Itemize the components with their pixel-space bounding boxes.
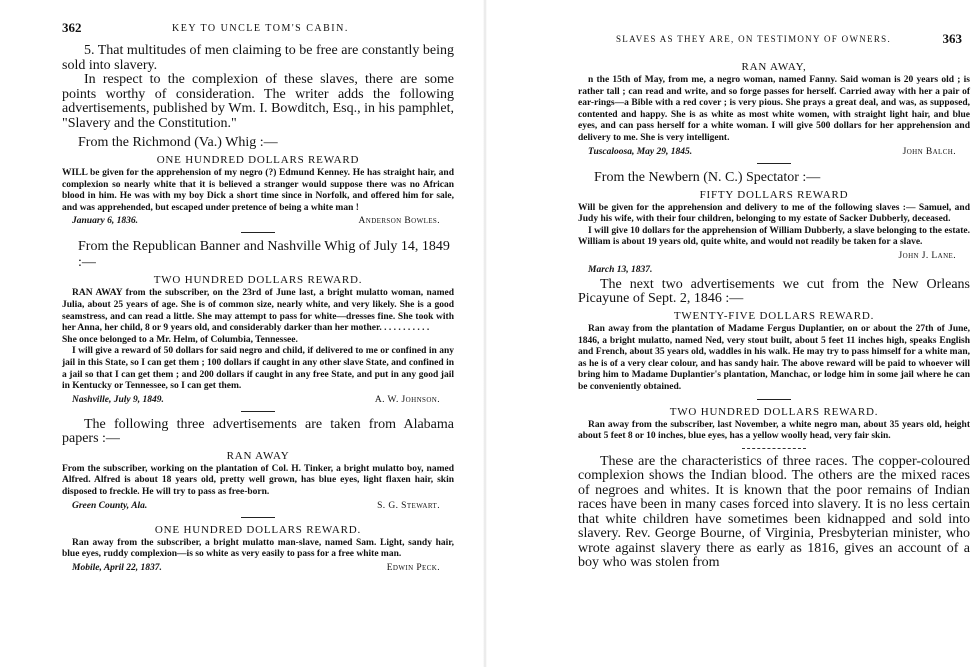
source-line: From the Richmond (Va.) Whig :— <box>78 135 278 150</box>
ad-signer: Anderson Bowles. <box>358 216 440 227</box>
ad-text: She once belonged to a Mr. Helm, of Columbia, Tennessee. <box>62 334 298 345</box>
ad-text: Will be given for the apprehension and delivery to me of the following slaves :— Samuel, and Judy his wife, with their four children, belonging to my estate of Sacker Dubberly, deceased. <box>578 202 970 225</box>
source-line: From the Newbern (N. C.) Spectator :— <box>594 169 821 185</box>
right-page-header <box>616 31 962 47</box>
ad-date: January 6, 1836. <box>72 216 138 227</box>
section-rule <box>757 399 791 400</box>
ad-date-line <box>578 264 970 276</box>
paragraph: 5. That multitudes of men claiming to be free are constantly being sold into slavery. <box>62 43 454 73</box>
ad-title: RAN AWAY <box>226 449 290 462</box>
right-page-number: 363 <box>942 31 962 46</box>
section-rule <box>241 232 275 233</box>
ad-signer: A. W. Johnson. <box>374 394 440 405</box>
left-page-header <box>62 20 462 36</box>
paragraph: The following three advertisements are taken from Alabama papers :— <box>62 416 454 447</box>
ad-text: From the subscriber, working on the plantation of Col. H. Tinker, a bright mulatto boy, named Alfred. Alfred is about 18 years old, pretty well grown, has blue eyes, light flaxen hair, skin disposed to freckle. He will try to pass as free-born. <box>62 463 454 497</box>
ad-text: WILL be given for the apprehension of my negro (?) Edmund Kenney. He has straight hair, and complexion so nearly white that it is believed a stranger would suppose there was no African blood in him. He was with my boy Dick a short time since in Norfolk, and offered him for sale, and was apprehended, but escaped under pretence of being a white man ! <box>62 168 454 213</box>
ad-date: Mobile, April 22, 1837. <box>72 562 162 573</box>
ad-title: TWENTY-FIVE DOLLARS REWARD. <box>673 309 875 322</box>
left-page-number: 362 <box>62 20 82 35</box>
ad-signer: John J. Lane. <box>898 250 956 261</box>
ad-signature <box>62 215 454 227</box>
ad-signer: Edwin Peck. <box>386 562 440 573</box>
ad-text: Ran away from the plantation of Madame Fergus Duplantier, on or about the 27th of June, 1846, a bright mulatto, named Ned, very stout built, about 5 feet 11 inches high, speaks English and French, about 35 years old, waddles in his walk. He may try to pass himself for a white man, as he is of a very clear colour, and has sandy hair. The above reward will be paid to whoever will bring him to Madame Duplantier's plantation, Manchac, or lodge him in some jail where he can be conveniently obtained. <box>578 323 970 392</box>
advertisement <box>62 274 454 405</box>
right-page <box>490 0 980 667</box>
ad-text: Ran away from the subscriber, a bright mulatto man-slave, named Sam. Light, sandy hair, blue eyes, ruddy complexion—is so white as very easily to pass for a free white man. <box>62 537 454 560</box>
ad-signature <box>62 394 454 406</box>
advertisement <box>578 406 970 443</box>
ad-title: FIFTY DOLLARS REWARD <box>699 188 849 201</box>
ad-text: Ran away from the subscriber, last November, a white negro man, about 35 years old, height about 5 feet 8 or 10 inches, blue eyes, has a yellow woolly head, very fair skin. <box>578 419 970 442</box>
ad-title: ONE HUNDRED DOLLARS REWARD. <box>154 523 362 536</box>
ad-text: n the 15th of May, from me, a negro woman, named Fanny. Said woman is 20 years old ; is rather tall ; can read and write, and so forge passes for herself. Carried away with her a pair of ear-rings—a Bible with a red cover ; is very pious. She prays a great deal, and was, as supposed, contented and happy. She is as white as most white women, with straight light hair, and blue eyes, and can pass herself for a white woman. I will give 500 dollars for her apprehension and delivery to me. She is very intelligent. <box>578 75 970 143</box>
ad-date: Green County, Ala. <box>72 500 148 511</box>
book-gutter <box>483 0 487 667</box>
paragraph: In respect to the complexion of these slaves, there are some points worthy of consideration. The writer adds the following advertisements, published by Wm. I. Bowditch, Esq., in his pamphlet, "Slavery and the Constitution." <box>62 72 454 131</box>
paragraph: These are the characteristics of three races. The copper-coloured complexion shows the Indian blood. The others are the mixed races of negroes and whites. It is known that the poor remains of Indian races have been in many cases forced into slavery. It is no less certain that white children have sometimes been kidnapped and sold into slavery. Rev. George Bourne, of Virginia, Presbyterian minister, who wrote against slavery there as early as 1816, gives an account of a boy who was stolen from <box>578 453 970 571</box>
right-column <box>578 58 970 571</box>
ad-title: TWO HUNDRED DOLLARS REWARD. <box>669 405 879 418</box>
ad-title: ONE HUNDRED DOLLARS REWARD <box>156 154 360 166</box>
paragraph: The next two advertisements we cut from the New Orleans Picayune of Sept. 2, 1846 :— <box>578 276 970 307</box>
ad-signature <box>578 250 970 262</box>
left-column <box>62 44 454 576</box>
advertisement <box>62 450 454 512</box>
ad-title: RAN AWAY, <box>741 61 807 73</box>
section-rule <box>241 411 275 412</box>
ad-signature <box>62 562 454 574</box>
ad-date: March 13, 1837. <box>588 264 653 275</box>
advertisement <box>578 310 970 394</box>
left-page <box>0 0 480 667</box>
advertisement <box>62 154 454 227</box>
advertisement <box>62 524 454 574</box>
ad-signer: John Balch. <box>902 146 956 157</box>
ad-signature <box>578 146 970 158</box>
ad-signer: S. G. Stewart. <box>377 500 440 511</box>
right-running-head: SLAVES AS THEY ARE, ON TESTIMONY OF OWNERS. <box>616 34 892 44</box>
section-rule <box>241 517 275 518</box>
ad-text: RAN AWAY from the subscriber, on the 23rd of June last, a bright mulatto woman, named Julia, about 25 years of age. She is of common size, nearly white, and very likely. She is a good seamstress, and can read a little. She may attempt to pass for white—dresses fine. She took with her Anna, her child, 8 or 9 years old, and considerably darker than her mother. . . . . . . . . . . <box>62 288 454 334</box>
advertisement <box>578 189 970 276</box>
source-line: From the Republican Banner and Nashville Whig of July 14, 1849 :— <box>78 239 450 271</box>
ad-signature <box>62 500 454 512</box>
ad-title: TWO HUNDRED DOLLARS REWARD. <box>153 274 363 287</box>
ad-date: Tuscaloosa, May 29, 1845. <box>588 146 693 157</box>
ad-text: I will give a reward of 50 dollars for said negro and child, if delivered to me or confined in any jail in this State, so I can get them ; 100 dollars if caught in any other slave State, and confined in a jail so that I can get them ; and 200 dollars if caught in any free State, and put in any good jail in Kentucky or Tennessee, so I can get them. <box>62 346 454 392</box>
section-rule <box>742 448 806 449</box>
section-rule <box>757 163 791 164</box>
ad-date: Nashville, July 9, 1849. <box>72 394 164 405</box>
left-running-head: KEY TO UNCLE TOM'S CABIN. <box>172 23 349 34</box>
ad-text: I will give 10 dollars for the apprehension of William Dubberly, a slave belonging to the estate. William is about 19 years old, quite white, and would not readily be taken for a slave. <box>578 225 970 248</box>
advertisement <box>578 61 970 158</box>
